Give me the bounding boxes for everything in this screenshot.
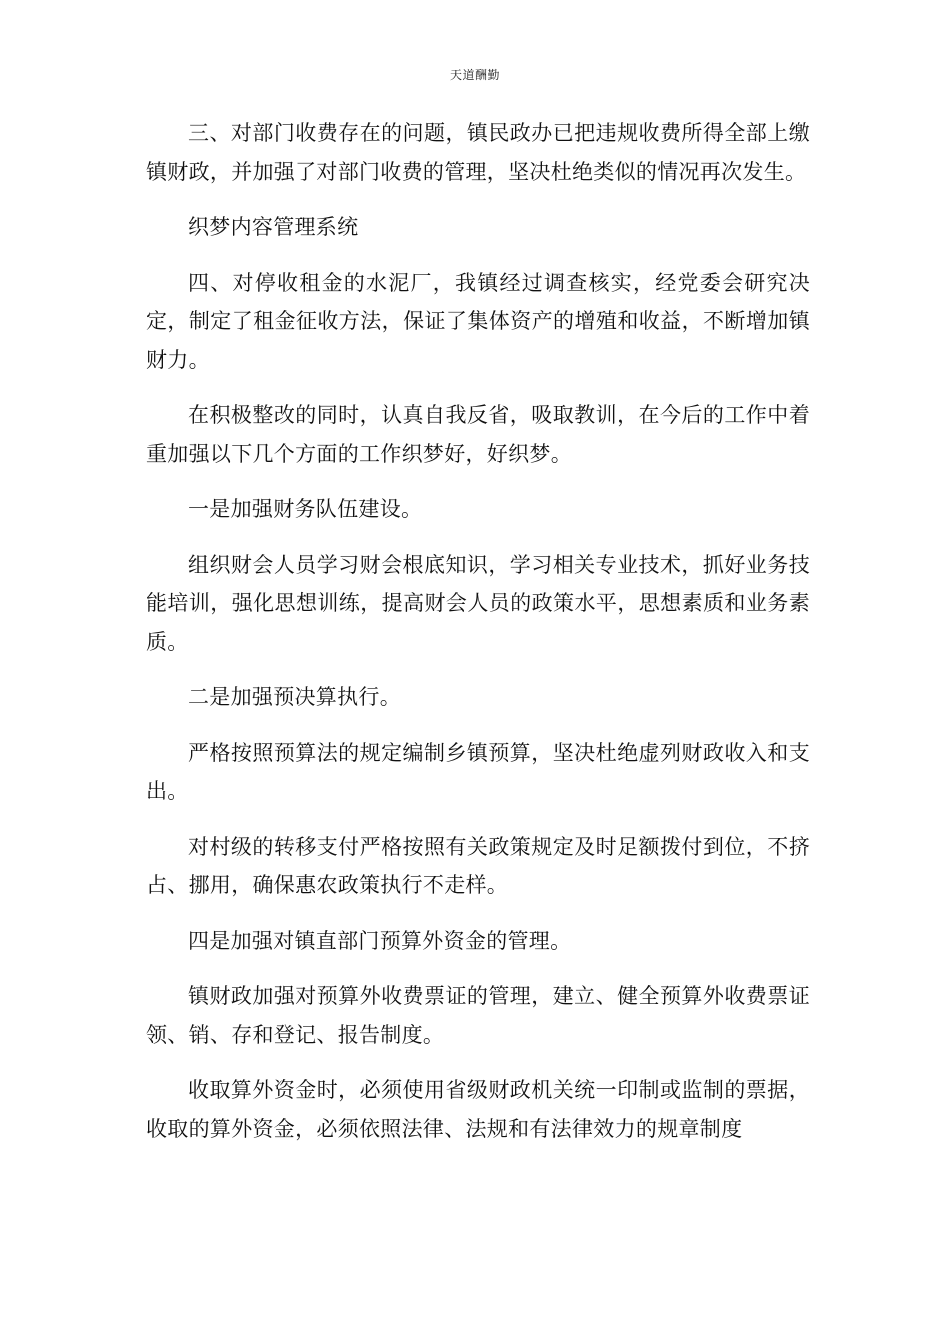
paragraph: 组织财会人员学习财会根底知识，学习相关专业技术，抓好业务技能培训，强化思想训练，提高财会人员的政策水平，思想素质和业务素质。 — [146, 552, 810, 654]
paragraph: 一是加强财务队伍建设。 — [188, 497, 423, 521]
document-body — [146, 114, 810, 1165]
paragraph: 收取算外资金时，必须使用省级财政机关统一印制或监制的票据，收取的算外资金，必须依照法律、法规和有法律效力的规章制度 — [146, 1078, 810, 1141]
page-header: 天道酬勤 — [449, 68, 500, 82]
paragraph: 四、对停收租金的水泥厂，我镇经过调查核实，经党委会研究决定，制定了租金征收方法，保证了集体资产的增殖和收益，不断增加镇财力。 — [146, 270, 810, 372]
paragraph: 四是加强对镇直部门预算外资金的管理。 — [188, 928, 572, 953]
paragraph: 镇财政加强对预算外收费票证的管理，建立、健全预算外收费票证领、销、存和登记、报告制度。 — [146, 984, 810, 1047]
paragraph: 三、对部门收费存在的问题，镇民政办已把违规收费所得全部上缴镇财政，并加强了对部门收费的管理，坚决杜绝类似的情况再次发生。 — [146, 121, 810, 184]
paragraph: 在积极整改的同时，认真自我反省，吸取教训，在今后的工作中着重加强以下几个方面的工作织梦好，好织梦。 — [146, 403, 810, 466]
paragraph: 严格按照预算法的规定编制乡镇预算，坚决杜绝虚列财政收入和支出。 — [146, 740, 810, 803]
paragraph: 织梦内容管理系统 — [188, 215, 359, 239]
paragraph: 二是加强预决算执行。 — [188, 685, 401, 709]
paragraph: 对村级的转移支付严格按照有关政策规定及时足额拨付到位，不挤占、挪用，确保惠农政策执行不走样。 — [146, 834, 810, 897]
